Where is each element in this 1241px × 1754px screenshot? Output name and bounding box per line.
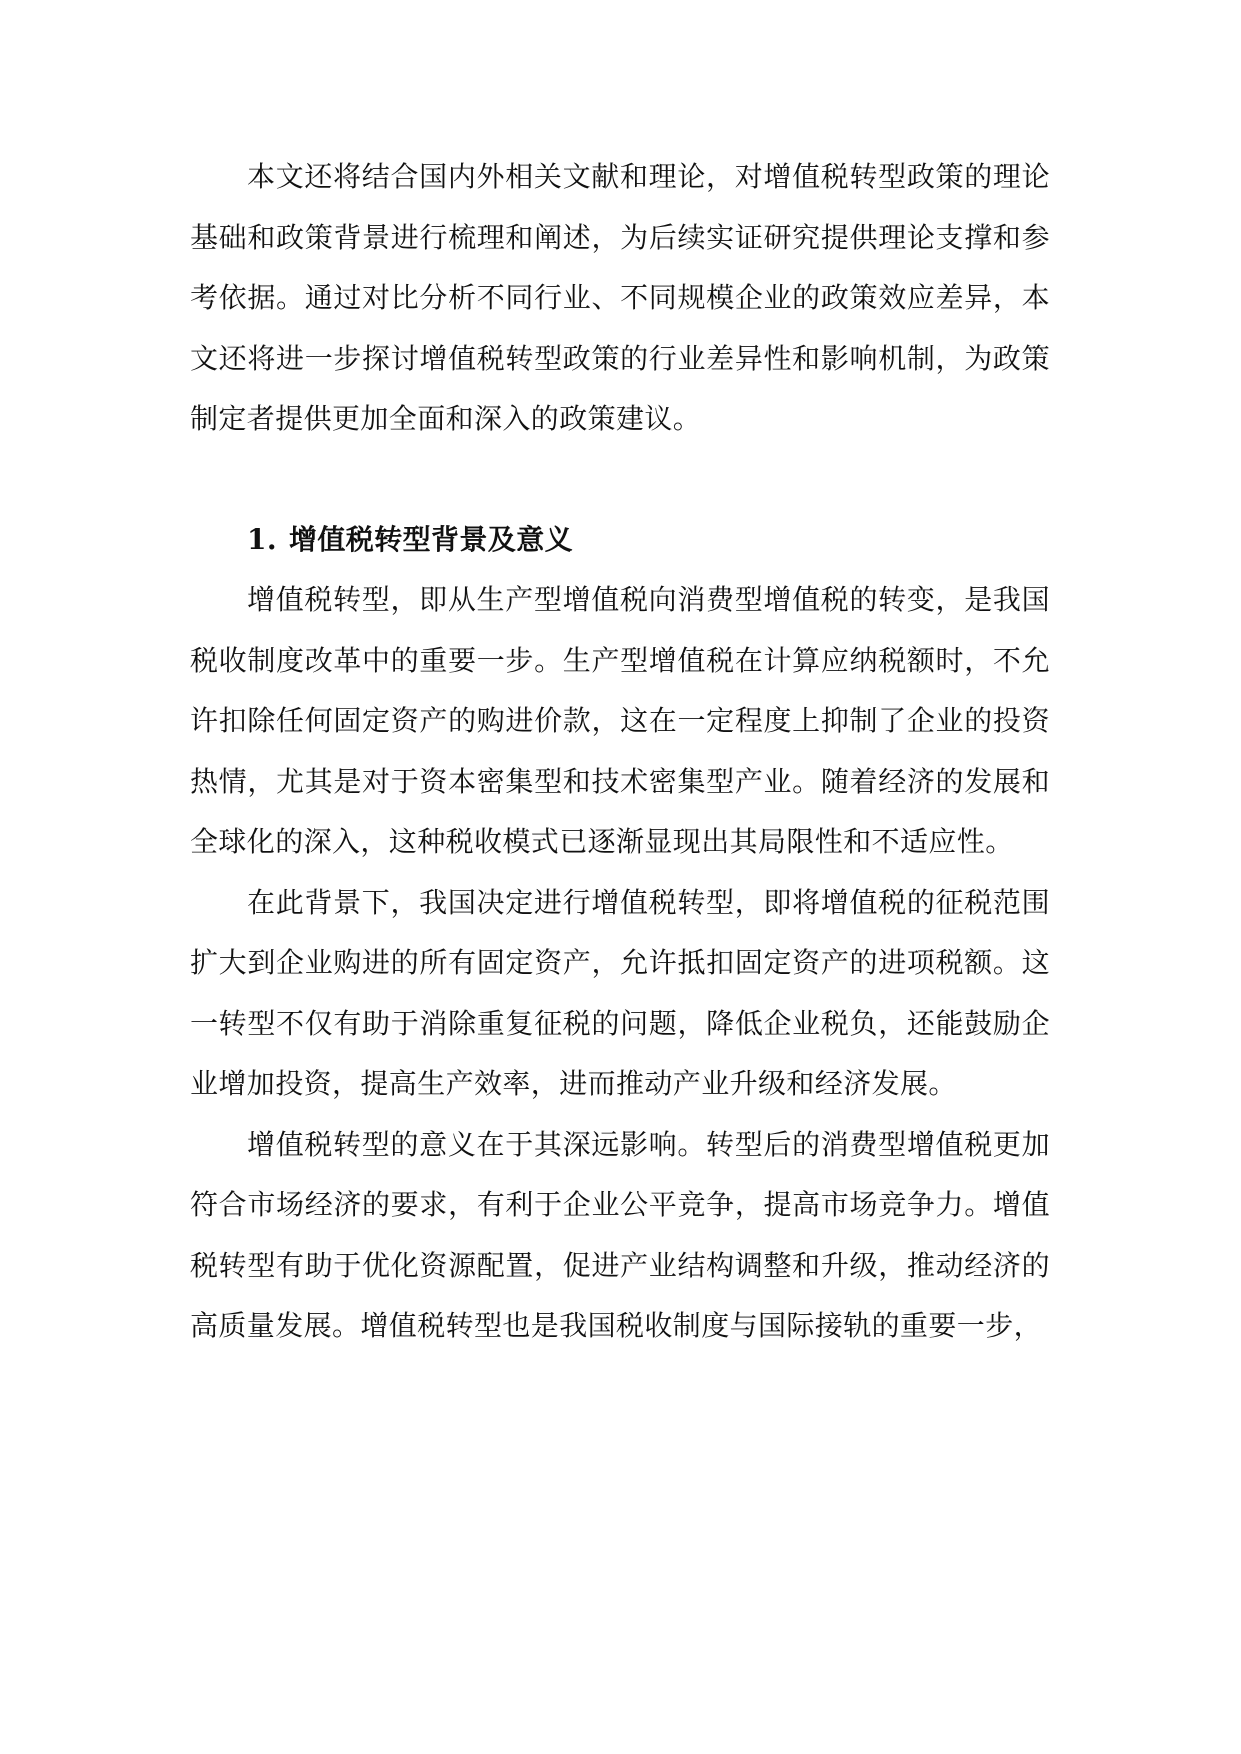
section-number: 1. [247, 522, 278, 556]
body-paragraph-2: 在此背景下，我国决定进行增值税转型，即将增值税的征税范围扩大到企业购进的所有固定资产，允许抵扣固定资产的进项税额。这一转型不仅有助于消除重复征税的问题，降低企业税负，还能鼓励企业增加投资，提高生产效率，进而推动产业升级和经济发展。 [190, 885, 1050, 1100]
document-body [190, 147, 1050, 1357]
section-heading [190, 510, 1050, 571]
body-paragraph-3: 增值税转型的意义在于其深远影响。转型后的消费型增值税更加符合市场经济的要求，有利于企业公平竞争，提高市场竞争力。增值税转型有助于优化资源配置，促进产业结构调整和升级，推动经济的高质量发展。增值税转型也是我国税收制度与国际接轨的重要一步， [190, 1127, 1050, 1342]
intro-paragraph: 本文还将结合国内外相关文献和理论，对增值税转型政策的理论基础和政策背景进行梳理和阐述，为后续实证研究提供理论支撑和参考依据。通过对比分析不同行业、不同规模企业的政策效应差异，本文还将进一步探讨增值税转型政策的行业差异性和影响机制，为政策制定者提供更加全面和深入的政策建议。 [190, 160, 1050, 435]
section-title: 增值税转型背景及意义 [289, 522, 574, 556]
body-paragraph-1: 增值税转型，即从生产型增值税向消费型增值税的转变，是我国税收制度改革中的重要一步。生产型增值税在计算应纳税额时，不允许扣除任何固定资产的购进价款，这在一定程度上抑制了企业的投资热情，尤其是对于资本密集型和技术密集型产业。随着经济的发展和全球化的深入，这种税收模式已逐渐显现出其局限性和不适应性。 [190, 583, 1050, 858]
section-spacer [190, 450, 1050, 510]
